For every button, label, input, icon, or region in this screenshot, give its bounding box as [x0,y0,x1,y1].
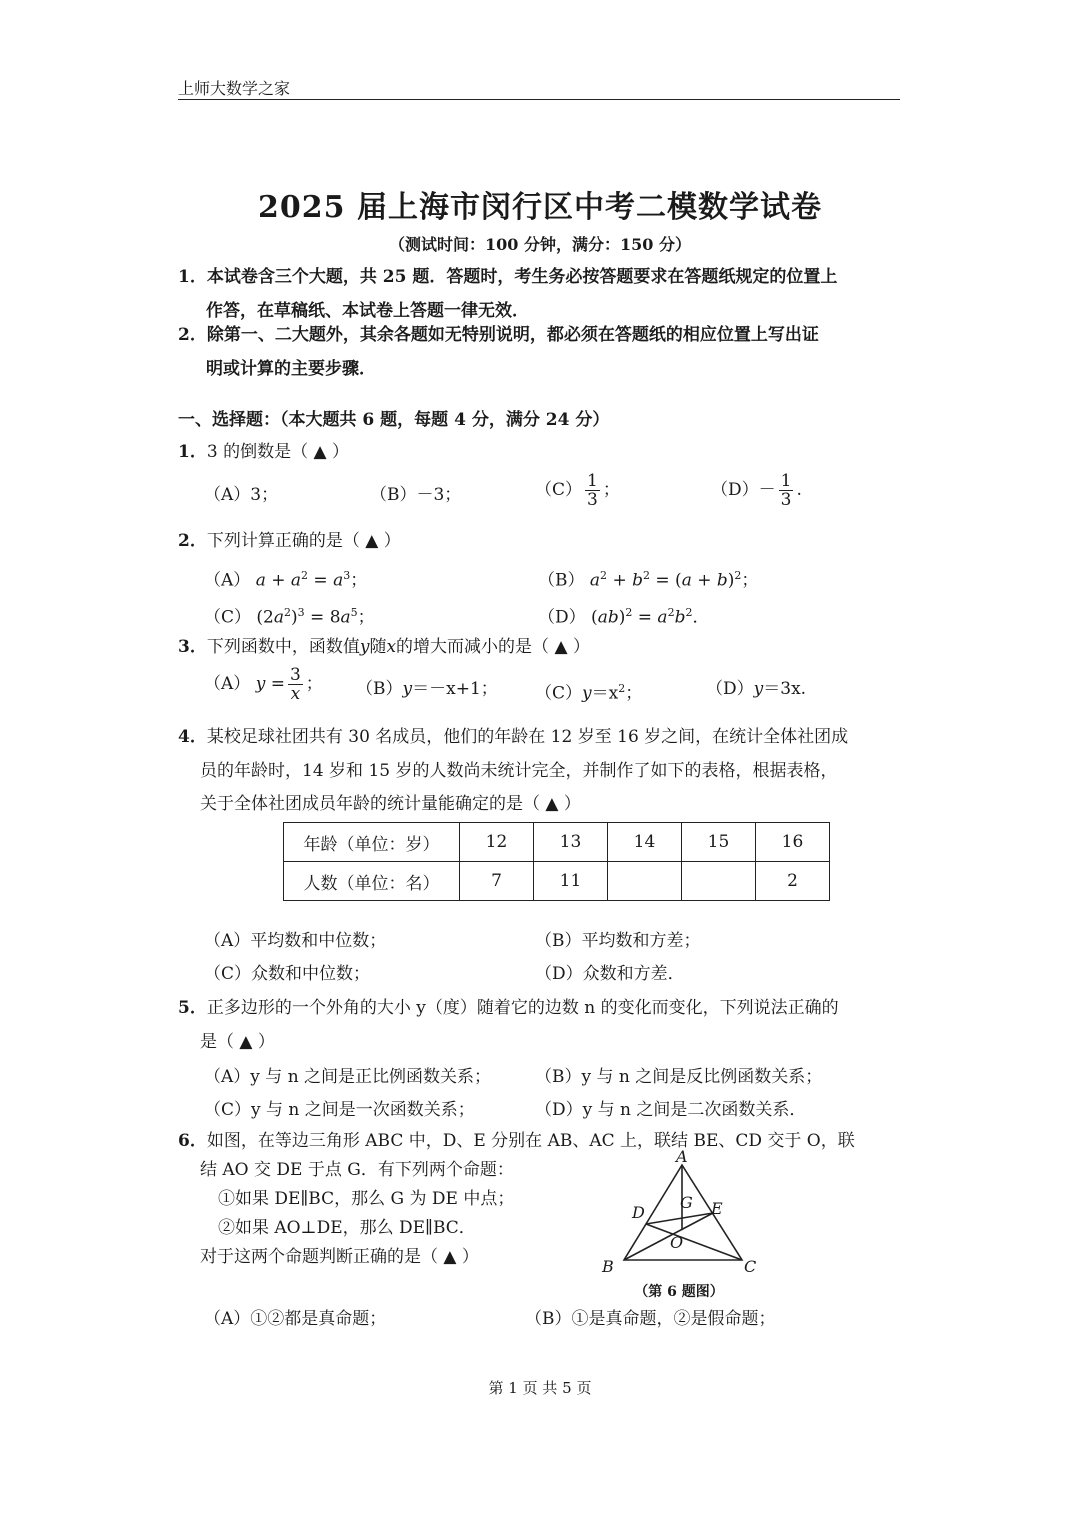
q3-option-a: （A） y = $\frac{3}{x}$ ； [204,665,323,704]
q3-a-label: （A） [204,674,251,694]
q4-line2: 员的年龄时，14 岁和 15 岁的人数尚未统计完全，并制作了如下的表格，根据表格， [200,761,838,781]
q2-d-label: （D） [538,607,586,628]
q1-c-fraction [585,472,600,509]
exam-subtitle: （测试时间：100 分钟，满分：150 分） [389,235,691,254]
q3-option-c: $(C)y=x^2$； [535,682,643,704]
q2-option-d: （D） $(ab)^2 = a^2b^2$． [538,606,710,628]
note-1-line1: 本试卷含三个大题，共 25 题．答题时，考生务必按答题要求在答题纸规定的位置上 [206,267,838,287]
q1-num: 1． [178,442,207,462]
q4-option-d: （D）众数和方差． [535,964,685,984]
q1-d-num: 1 [780,471,792,491]
q1-c-den: 3 [587,490,598,510]
triangle-figure [594,1148,764,1304]
label-b: B [602,1257,614,1276]
q4-marker: ▲ [545,794,559,814]
q6-line3-text: 对于这两个命题判断正确的是（ [200,1247,438,1267]
q3-a-fraction [288,666,303,703]
q3-a-den: x [290,684,301,704]
q2-option-c: （C） $(2a^2)^3 = 8a^5$； [204,606,375,628]
q4-num: 4． [178,727,207,747]
q6-close: ） [461,1247,479,1267]
label-d: D [632,1203,645,1222]
q1-close: ） [331,442,349,462]
q1-d-label: （D）－ [711,480,776,500]
table-cell: 13 [534,823,608,862]
q2-close: ） [383,531,401,551]
q4-option-c: （C）众数和中位数； [204,964,371,984]
note-1-num: 1． [178,267,207,287]
q4-option-b: （B）平均数和方差； [535,931,701,951]
q6-line1: 如图，在等边三角形 ABC 中，D、E 分别在 AB、AC 上，联结 BE、CD 交于 O，联 [206,1131,855,1151]
table-cell [608,862,682,901]
q5-line2-text: 是（ [200,1032,234,1052]
table-cell: 12 [460,823,534,862]
page-number: 第 1 页 共 5 页 [488,1379,592,1397]
q3-a-num: 3 [289,665,301,685]
segment-cd [646,1224,742,1260]
table-cell: 11 [534,862,608,901]
header-rule [178,99,900,100]
q1-option-a: （A）3； [204,485,279,505]
table-cell: 15 [682,823,756,862]
q3-d-expr: ＝3x. [763,679,807,699]
label-g: G [680,1193,693,1212]
q1-marker: ▲ [313,442,327,462]
q3-var-x: x [386,637,397,657]
q3-stem-a: 下列函数中，函数值 [206,637,360,657]
q1-option-c [535,472,620,509]
table-cell: 7 [460,862,534,901]
table-cell: 16 [756,823,830,862]
figure-caption: （第 6 题图） [634,1284,724,1300]
q1-option-d [711,472,802,509]
q1-stem: 3 的倒数是（ [206,442,309,462]
q4-line1: 某校足球社团共有 30 名成员，他们的年龄在 12 岁至 16 岁之间，在统计全体社团成 [206,727,849,747]
q2-marker: ▲ [365,531,379,551]
q1-c-num: 1 [587,471,598,491]
q3-option-b: （B）y＝－x+1； [356,679,498,699]
page-title: 2025 届上海市闵行区中考二模数学试卷 [258,190,822,225]
q6-proposition-1: ①如果 DE∥BC，那么 G 为 DE 中点； [218,1189,515,1209]
note-2-line1: 除第一、二大题外，其余各题如无特别说明，都必须在答题纸的相应位置上写出证 [206,325,819,345]
q5-line1: 正多边形的一个外角的大小 y（度）随着它的边数 n 的变化而变化，下列说法正确的 [206,998,839,1018]
section-1-heading: 一、选择题：（本大题共 6 题，每题 4 分，满分 24 分） [178,410,610,430]
q3-c-expr: ＝x [591,683,619,704]
note-2-cont: 明或计算的主要步骤． [206,359,376,379]
label-c: C [744,1257,757,1276]
q5-close: ） [257,1032,275,1052]
q6-line2: 结 AO 交 DE 于点 G．有下列两个命题： [200,1160,514,1180]
table-cell: 14 [608,823,682,862]
q3-stem-c: 的增大而减小的是（ [396,637,550,657]
question-3 [178,636,590,658]
question-4 [178,726,848,748]
q5-option-d: （D）y 与 n 之间是二次函数关系． [535,1100,807,1120]
note-1-cont: 作答，在草稿纸、本试卷上答题一律无效． [206,301,529,321]
q6-option-a: （A）①②都是真命题； [204,1309,387,1329]
table-cell: 2 [756,862,830,901]
q1-c-label: （C） [535,480,583,500]
q5-num: 5． [178,998,207,1018]
q2-b-label: （B） [538,570,585,591]
q3-close: ） [572,637,590,657]
q2-stem: 下列计算正确的是（ [206,531,360,551]
q6-num: 6． [178,1131,207,1151]
q4-line3 [200,793,581,815]
q1-d-den: 3 [780,490,792,510]
note-2 [178,318,819,352]
question-1 [178,441,349,463]
q3-d-label: （D） [706,679,754,699]
q3-marker: ▲ [554,637,568,657]
q2-num: 2． [178,531,207,551]
q1-option-b: （B）－3； [370,485,462,505]
q4-option-a: （A）平均数和中位数； [204,931,387,951]
q3-num: 3． [178,637,207,657]
question-2 [178,530,401,552]
q2-a-label: （A） [204,570,251,591]
label-o: O [670,1233,684,1252]
q3-b-expr: ＝－x+1； [412,679,498,699]
q5-marker: ▲ [239,1032,253,1052]
q6-marker: ▲ [443,1247,457,1267]
table-cell: 年龄（单位：岁） [284,823,460,862]
note-1 [178,260,837,294]
label-e: E [711,1199,723,1218]
q3-c-label: （C） [535,683,583,704]
q1-c-semi: ； [602,480,620,500]
age-table [283,822,830,901]
q5-option-c: （C）y 与 n 之间是一次函数关系； [204,1100,475,1120]
q6-proposition-2: ②如果 AO⊥DE，那么 DE∥BC． [218,1218,476,1238]
question-5 [178,997,839,1019]
q3-option-d: （D）y＝3x. [706,679,807,699]
q2-c-label: （C） [204,607,252,628]
table-cell: 人数（单位：名） [284,862,460,901]
table-row [284,862,830,901]
table-row [284,823,830,862]
q3-b-label: （B） [356,679,403,699]
q3-stem-b: 随 [369,637,387,657]
q1-d-fraction [779,472,794,509]
note-2-num: 2． [178,325,207,345]
q5-option-a: （A）y 与 n 之间是正比例函数关系； [204,1067,492,1087]
q6-option-b: （B）①是真命题，②是假命题； [525,1309,776,1329]
header-brand: 上师大数学之家 [178,79,291,98]
q6-line3 [200,1246,479,1268]
q5-line2 [200,1031,275,1053]
table-cell [682,862,756,901]
q2-option-a: （A） $a + a^2 = a^3$； [204,569,368,591]
q5-option-b: （B）y 与 n 之间是反比例函数关系； [535,1067,823,1087]
label-a: A [676,1148,688,1166]
q4-close: ） [563,794,581,814]
q3-var-y: y [359,637,370,657]
q2-option-b: （B） $a^2 + b^2 = (a + b)^2$； [538,569,759,591]
q1-d-dot: . [796,480,802,500]
q4-line3-text: 关于全体社团成员年龄的统计量能确定的是（ [200,794,540,814]
